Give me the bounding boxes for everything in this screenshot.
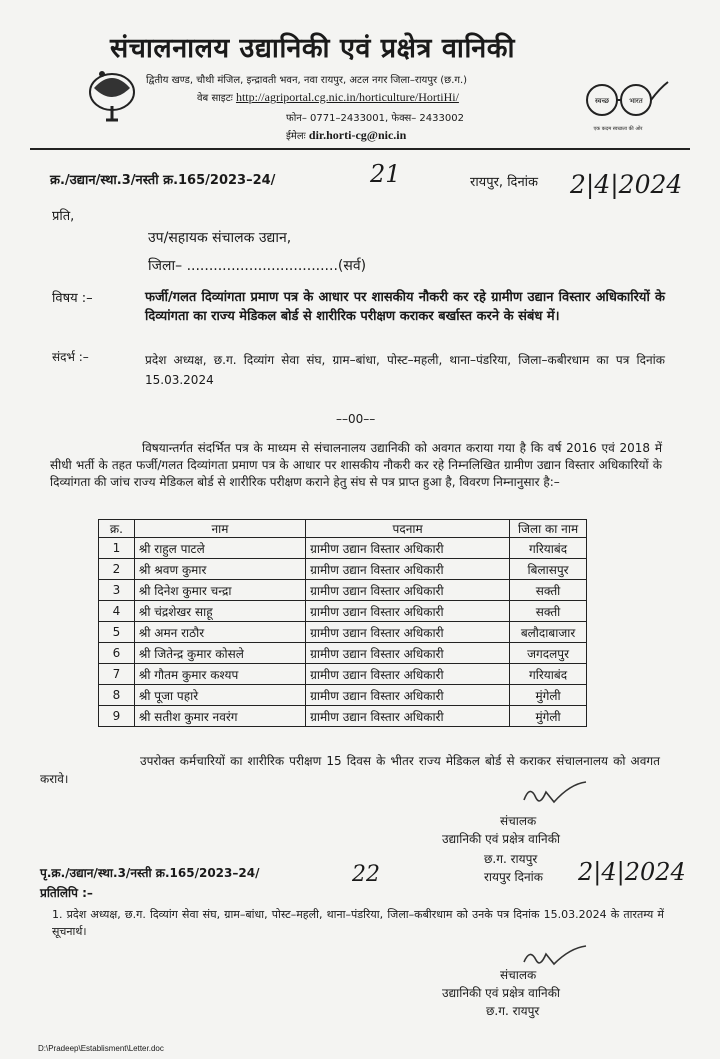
cell-sn: 3 <box>99 580 135 601</box>
table-row <box>99 559 587 580</box>
endorsement-number: पृ.क्र./उद्यान/स्था.3/नस्ती क्र.165/2023–24/ <box>40 866 260 880</box>
email-row <box>286 128 406 143</box>
cell-sn: 8 <box>99 685 135 706</box>
subject-text: फर्जी/गलत दिव्यांगता प्रमाण पत्र के आधार पर शासकीय नौकरी कर रहे ग्रामीण उद्यान विस्तार अधिकारियों के दिव्यांगता का राज्य मेडिकल बोर्ड से शारीरिक परीक्षण कराकर बर्खास्त करने के संबंध में। <box>145 290 665 324</box>
cell-sn: 9 <box>99 706 135 727</box>
table-row <box>99 580 587 601</box>
swachh-bharat-logo <box>578 78 670 136</box>
cell-designation: ग्रामीण उद्यान विस्तार अधिकारी <box>306 622 510 643</box>
handwritten-ref-no: 21 <box>370 160 401 188</box>
table-row <box>99 664 587 685</box>
table-row <box>99 622 587 643</box>
phone-fax: फोन– 0771–2433001, फेक्स– 2433002 <box>286 113 464 124</box>
swachh-left-text: स्वच्छ <box>594 97 610 105</box>
cell-name: श्री अमन राठौर <box>134 622 305 643</box>
cell-name: श्री दिनेश कुमार चन्द्रा <box>134 580 305 601</box>
cell-name: श्री श्रवण कुमार <box>134 559 305 580</box>
letterhead-title: संचालनालय उद्यानिकी एवं प्रक्षेत्र वानिकी <box>110 33 516 64</box>
cell-designation: ग्रामीण उद्यान विस्तार अधिकारी <box>306 601 510 622</box>
officers-table <box>98 519 587 727</box>
reference-number: क्र./उद्यान/स्था.3/नस्ती क्र.165/2023–24/ <box>50 173 276 188</box>
website-link[interactable]: http://agriportal.cg.nic.in/horticulture/HortiHi/ <box>235 90 459 104</box>
cell-district: सक्ती <box>510 580 587 601</box>
closing-paragraph: उपरोक्त कर्मचारियों का शारीरिक परीक्षण 15 दिवस के भीतर राज्य मेडिकल बोर्ड से कराकर संचालनालय को अवगत करावे। <box>40 754 660 786</box>
sign2-place: छ.ग. रायपुर <box>486 1004 540 1018</box>
website-row <box>197 90 459 105</box>
header-rule <box>30 148 690 150</box>
sign1-place: छ.ग. रायपुर <box>484 852 538 866</box>
sign2-designation: संचालक <box>500 968 537 982</box>
col-header-sn: क्र. <box>99 520 135 538</box>
reference-text: प्रदेश अध्यक्ष, छ.ग. दिव्यांग सेवा संघ, ग्राम–बांधा, पोस्ट–महली, थाना–पंडरिया, जिला–कबीरधाम का पत्र दिनांक 15.03.2024 <box>145 353 665 387</box>
cell-designation: ग्रामीण उद्यान विस्तार अधिकारी <box>306 685 510 706</box>
cell-name: श्री सतीश कुमार नवरंग <box>134 706 305 727</box>
letterhead-address: द्वितीय खण्ड, चौथी मंजिल, इन्द्रावती भवन, नवा रायपुर, अटल नगर जिला–रायपुर (छ.ग.) <box>146 75 468 86</box>
cell-name: श्री गौतम कुमार कश्यप <box>134 664 305 685</box>
cell-district: मुंगेली <box>510 706 587 727</box>
cell-name: श्री चंद्रशेखर साहू <box>134 601 305 622</box>
sign1-designation: संचालक <box>500 814 537 828</box>
swachh-tagline: एक कदम स्वच्छता की ओर <box>593 126 643 132</box>
cell-designation: ग्रामीण उद्यान विस्तार अधिकारी <box>306 580 510 601</box>
copy-to-item-1: 1. प्रदेश अध्यक्ष, छ.ग. दिव्यांग सेवा संघ, ग्राम–बांधा, पोस्ट–महली, थाना–पंडरिया, जिला–कबीरधाम को उनके पत्र दिनांक 15.03.2024 के तारतम्य में सूचनार्थ। <box>52 908 664 938</box>
table-row <box>99 601 587 622</box>
cell-sn: 7 <box>99 664 135 685</box>
cell-sn: 5 <box>99 622 135 643</box>
col-header-district: जिला का नाम <box>510 520 587 538</box>
cell-district: जगदलपुर <box>510 643 587 664</box>
sign1-office: उद्यानिकी एवं प्रक्षेत्र वानिकी <box>442 832 561 846</box>
prati: प्रति, <box>52 209 75 224</box>
website-label: वेब साइटः <box>197 93 233 104</box>
body-paragraph: विषयान्तर्गत संदर्भित पत्र के माध्यम से संचालनालय उद्यानिकी को अवगत कराया गया है कि वर्ष 2016 एवं 2018 में सीधी भर्ती के तहत फर्जी/गलत दिव्यांगता प्रमाण पत्र के आधार पर शासकीय नौकरी कर रहे निम्नलिखित ग्रामीण उद्यान विस्तार अधिकारियों के दिव्यांगता की जांच राज्य मेडिकल बोर्ड से शारीरिक परीक्षण कराने हेतु संघ से पत्र प्राप्त हुआ है, विवरण निम्नानुसार है:– <box>50 441 662 489</box>
cell-designation: ग्रामीण उद्यान विस्तार अधिकारी <box>306 664 510 685</box>
addressee-line2: जिला– ..................................(सर्व) <box>148 258 367 274</box>
cell-designation: ग्रामीण उद्यान विस्तार अधिकारी <box>306 643 510 664</box>
cell-name: श्री राहुल पाटले <box>134 538 305 559</box>
col-header-name: नाम <box>134 520 305 538</box>
cell-name: श्री जितेन्द्र कुमार कोसले <box>134 643 305 664</box>
col-header-designation: पदनाम <box>306 520 510 538</box>
cell-sn: 2 <box>99 559 135 580</box>
swachh-glasses-icon <box>578 78 670 122</box>
cell-designation: ग्रामीण उद्यान विस्तार अधिकारी <box>306 559 510 580</box>
cell-sn: 1 <box>99 538 135 559</box>
sign1-date-label: रायपुर दिनांक <box>484 870 543 884</box>
cell-district: गरियाबंद <box>510 664 587 685</box>
subject-label: विषय :– <box>52 291 93 306</box>
cell-name: श्री पूजा पहारे <box>134 685 305 706</box>
cell-district: बिलासपुर <box>510 559 587 580</box>
cell-district: गरियाबंद <box>510 538 587 559</box>
place-date-label: रायपुर, दिनांक <box>470 175 539 190</box>
cell-district: बलौदाबाजार <box>510 622 587 643</box>
reference-label: संदर्भ :– <box>52 350 89 364</box>
cell-sn: 6 <box>99 643 135 664</box>
cell-designation: ग्रामीण उद्यान विस्तार अधिकारी <box>306 538 510 559</box>
department-logo-icon <box>80 62 144 126</box>
cell-district: सक्ती <box>510 601 587 622</box>
handwritten-date: 2|4|2024 <box>570 170 683 199</box>
swachh-right-text: भारत <box>629 97 643 105</box>
sign2-office: उद्यानिकी एवं प्रक्षेत्र वानिकी <box>442 986 561 1000</box>
table-header-row <box>99 520 587 538</box>
divider-mark: ––00–– <box>336 412 376 426</box>
email-link[interactable]: dir.horti-cg@nic.in <box>308 128 407 142</box>
sign1-handwritten-date: 2|4|2024 <box>578 858 686 886</box>
handwritten-endorsement-no: 22 <box>352 862 380 887</box>
cell-designation: ग्रामीण उद्यान विस्तार अधिकारी <box>306 706 510 727</box>
email-label: ईमेलः <box>286 131 306 142</box>
table-row <box>99 643 587 664</box>
footer-file-path: D:\Pradeep\Establisment\Letter.doc <box>38 1044 164 1053</box>
table-row <box>99 538 587 559</box>
director-signature-icon <box>520 780 590 810</box>
addressee-line1: उप/सहायक संचालक उद्यान, <box>148 230 292 246</box>
copy-to-label: प्रतिलिपि :– <box>40 886 93 900</box>
table-row <box>99 685 587 706</box>
table-row <box>99 706 587 727</box>
cell-sn: 4 <box>99 601 135 622</box>
cell-district: मुंगेली <box>510 685 587 706</box>
